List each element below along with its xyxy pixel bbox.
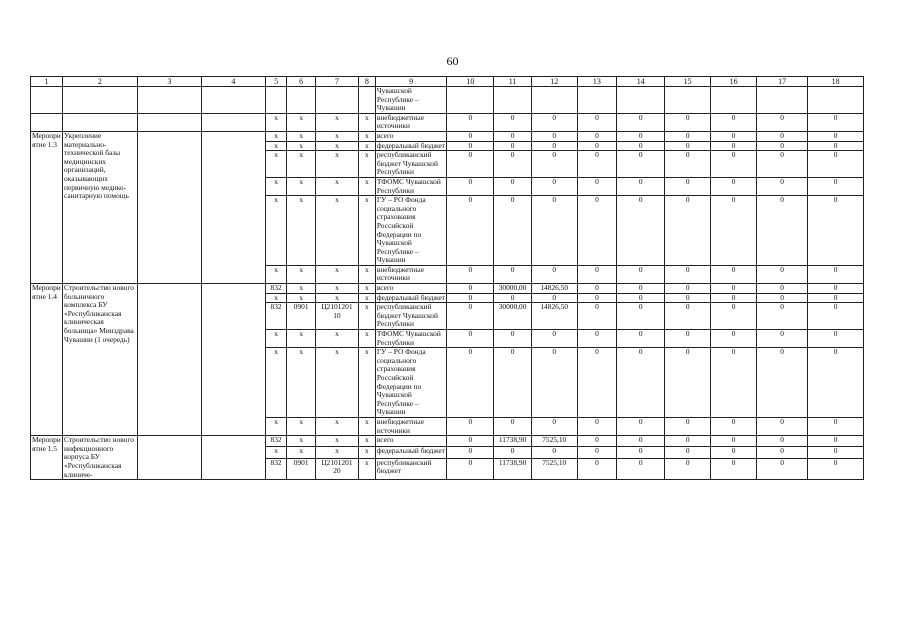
value-cell: 0 [447, 348, 494, 418]
code-cell: x [265, 417, 286, 435]
value-cell [494, 87, 531, 114]
value-cell: 0 [494, 151, 531, 178]
value-cell: 30000,00 [494, 303, 531, 330]
table-cell [137, 131, 201, 283]
value-cell: 0 [757, 265, 808, 283]
value-cell [531, 87, 577, 114]
column-header: 1 [31, 77, 63, 87]
value-cell: 7525,10 [531, 458, 577, 479]
value-cell: 0 [577, 177, 617, 195]
value-cell: 0 [665, 141, 711, 151]
code-cell: x [287, 447, 316, 458]
value-cell: 0 [447, 141, 494, 151]
value-cell: 7525,10 [531, 436, 577, 447]
code-cell: x [287, 113, 316, 131]
code-cell: x [358, 141, 375, 151]
code-cell: x [265, 151, 286, 178]
column-header: 10 [447, 77, 494, 87]
value-cell: 0 [617, 113, 665, 131]
code-cell: x [265, 113, 286, 131]
value-cell: 0 [665, 265, 711, 283]
value-cell: 11738,90 [494, 436, 531, 447]
value-cell [617, 87, 665, 114]
value-cell: 0 [711, 348, 757, 418]
source-cell: Чувашской Республике – Чувашии [375, 87, 447, 114]
value-cell: 0 [447, 284, 494, 294]
code-cell: 832 [265, 284, 286, 294]
table-row [31, 284, 864, 294]
value-cell: 0 [711, 113, 757, 131]
value-cell: 0 [577, 113, 617, 131]
value-cell: 0 [808, 151, 864, 178]
value-cell: 0 [665, 293, 711, 303]
code-cell: x [316, 177, 359, 195]
event-name: Строительство нового инфекционного корпуса БУ «Республиканская клиниче- [63, 436, 138, 480]
value-cell: 0 [447, 417, 494, 435]
code-cell: x [358, 303, 375, 330]
value-cell: 0 [617, 303, 665, 330]
value-cell: 0 [531, 177, 577, 195]
value-cell: 14826,50 [531, 303, 577, 330]
table-cell [137, 436, 201, 480]
value-cell: 0 [531, 131, 577, 141]
code-cell: x [287, 436, 316, 447]
value-cell: 0 [577, 293, 617, 303]
value-cell: 0 [711, 151, 757, 178]
table-cell [137, 284, 201, 436]
code-cell: x [358, 348, 375, 418]
code-cell: x [316, 436, 359, 447]
column-header: 15 [665, 77, 711, 87]
value-cell: 0 [447, 458, 494, 479]
value-cell [665, 87, 711, 114]
value-cell: 0 [711, 141, 757, 151]
code-cell: x [265, 131, 286, 141]
value-cell: 0 [711, 177, 757, 195]
value-cell: 0 [757, 113, 808, 131]
value-cell [447, 87, 494, 114]
code-cell: x [316, 113, 359, 131]
value-cell: 0 [711, 131, 757, 141]
value-cell: 0 [808, 436, 864, 447]
value-cell: 0 [808, 141, 864, 151]
table-cell [63, 87, 138, 114]
value-cell: 0 [447, 131, 494, 141]
value-cell: 14826,50 [531, 284, 577, 294]
value-cell: 0 [757, 458, 808, 479]
value-cell: 0 [447, 196, 494, 266]
value-cell: 0 [617, 131, 665, 141]
value-cell: 0 [447, 447, 494, 458]
column-header: 2 [63, 77, 138, 87]
value-cell: 0 [665, 458, 711, 479]
value-cell: 0 [494, 141, 531, 151]
code-cell: x [265, 330, 286, 348]
code-cell: x [316, 348, 359, 418]
code-cell: x [287, 265, 316, 283]
value-cell: 0 [531, 417, 577, 435]
code-cell: x [287, 131, 316, 141]
value-cell: 0 [494, 417, 531, 435]
value-cell: 0 [808, 348, 864, 418]
value-cell: 0 [757, 348, 808, 418]
value-cell: 0 [665, 330, 711, 348]
value-cell: 0 [808, 177, 864, 195]
value-cell [577, 87, 617, 114]
value-cell [757, 87, 808, 114]
value-cell: 0 [617, 348, 665, 418]
value-cell: 0 [808, 303, 864, 330]
value-cell: 0 [757, 417, 808, 435]
value-cell: 0 [494, 113, 531, 131]
value-cell: 0 [531, 293, 577, 303]
table-cell [201, 113, 265, 131]
code-cell: x [287, 151, 316, 178]
table-cell [201, 284, 265, 436]
code-cell: x [358, 151, 375, 178]
value-cell: 0 [617, 265, 665, 283]
table-row [31, 87, 864, 114]
code-cell: x [265, 447, 286, 458]
code-cell: x [316, 284, 359, 294]
value-cell: 0 [447, 436, 494, 447]
value-cell: 0 [494, 196, 531, 266]
column-header: 17 [757, 77, 808, 87]
value-cell [808, 87, 864, 114]
column-header: 14 [617, 77, 665, 87]
value-cell: 0 [665, 151, 711, 178]
value-cell: 0 [665, 196, 711, 266]
code-cell: x [316, 447, 359, 458]
column-header: 16 [711, 77, 757, 87]
page-number: 60 [446, 54, 459, 68]
code-cell: 832 [265, 436, 286, 447]
value-cell: 0 [531, 348, 577, 418]
code-cell: x [358, 265, 375, 283]
code-cell: x [316, 131, 359, 141]
code-cell: x [358, 417, 375, 435]
value-cell: 0 [494, 131, 531, 141]
value-cell: 0 [711, 284, 757, 294]
source-cell: всего [375, 131, 447, 141]
value-cell: 0 [808, 265, 864, 283]
value-cell: 0 [494, 447, 531, 458]
code-cell: 0901 [287, 303, 316, 330]
value-cell: 0 [808, 293, 864, 303]
value-cell: 0 [617, 458, 665, 479]
code-cell: x [287, 284, 316, 294]
value-cell: 0 [494, 177, 531, 195]
code-cell: x [316, 293, 359, 303]
table-cell [31, 113, 63, 131]
value-cell: 0 [757, 303, 808, 330]
table-cell [137, 87, 201, 114]
value-cell: 0 [808, 131, 864, 141]
code-cell: x [358, 131, 375, 141]
value-cell: 0 [577, 141, 617, 151]
value-cell: 0 [757, 330, 808, 348]
value-cell: 0 [757, 447, 808, 458]
table-row [31, 113, 864, 131]
value-cell: 0 [757, 131, 808, 141]
event-code: Мероприятие 1.3 [31, 131, 63, 283]
value-cell: 0 [531, 330, 577, 348]
value-cell: 0 [665, 348, 711, 418]
value-cell: 0 [617, 141, 665, 151]
column-header: 3 [137, 77, 201, 87]
value-cell: 0 [577, 330, 617, 348]
value-cell: 0 [447, 265, 494, 283]
header-row [31, 77, 864, 87]
column-header: 7 [316, 77, 359, 87]
code-cell: x [358, 284, 375, 294]
value-cell: 0 [447, 293, 494, 303]
code-cell: x [358, 177, 375, 195]
value-cell: 0 [808, 447, 864, 458]
code-cell: x [358, 113, 375, 131]
value-cell: 0 [494, 348, 531, 418]
table-row [31, 131, 864, 141]
table-cell [63, 113, 138, 131]
value-cell: 0 [617, 330, 665, 348]
code-cell: x [316, 196, 359, 266]
table-cell [31, 87, 63, 114]
code-cell: x [265, 348, 286, 418]
value-cell: 0 [808, 330, 864, 348]
value-cell: 0 [665, 417, 711, 435]
code-cell: x [287, 196, 316, 266]
source-cell: федеральный бюджет [375, 447, 447, 458]
value-cell: 0 [494, 330, 531, 348]
value-cell: 0 [447, 330, 494, 348]
source-cell: республиканский бюджет [375, 458, 447, 479]
code-cell: x [265, 265, 286, 283]
value-cell: 11738,90 [494, 458, 531, 479]
value-cell: 0 [617, 436, 665, 447]
table-cell [316, 87, 359, 114]
column-header: 11 [494, 77, 531, 87]
table-cell [265, 87, 286, 114]
budget-table [30, 76, 864, 480]
value-cell: 0 [577, 447, 617, 458]
value-cell: 0 [447, 113, 494, 131]
source-cell: внебюджетные источники [375, 265, 447, 283]
value-cell: 0 [711, 436, 757, 447]
value-cell: 0 [808, 284, 864, 294]
value-cell: 0 [617, 293, 665, 303]
table-cell [137, 113, 201, 131]
value-cell: 30000,00 [494, 284, 531, 294]
value-cell: 0 [665, 284, 711, 294]
code-cell: x [316, 151, 359, 178]
table-cell [287, 87, 316, 114]
value-cell: 0 [757, 141, 808, 151]
code-cell: x [358, 458, 375, 479]
code-cell: x [265, 293, 286, 303]
code-cell: x [358, 330, 375, 348]
value-cell: 0 [665, 447, 711, 458]
code-cell: Ц2101201 10 [316, 303, 359, 330]
source-cell: внебюджетные источники [375, 417, 447, 435]
value-cell: 0 [711, 458, 757, 479]
source-cell: ТФОМС Чувашской Республики [375, 330, 447, 348]
code-cell: x [287, 141, 316, 151]
value-cell: 0 [531, 265, 577, 283]
code-cell: x [316, 265, 359, 283]
value-cell: 0 [617, 417, 665, 435]
column-header: 13 [577, 77, 617, 87]
code-cell: x [358, 436, 375, 447]
event-name: Строительство нового больничного комплекса БУ «Республиканская клиническая больница» Минздрава Чувашии (1 очередь) [63, 284, 138, 436]
value-cell: 0 [665, 303, 711, 330]
value-cell: 0 [808, 196, 864, 266]
value-cell [711, 87, 757, 114]
value-cell: 0 [531, 151, 577, 178]
table-cell [201, 436, 265, 480]
value-cell: 0 [711, 447, 757, 458]
code-cell: x [316, 417, 359, 435]
value-cell: 0 [577, 196, 617, 266]
value-cell: 0 [711, 330, 757, 348]
source-cell: всего [375, 284, 447, 294]
code-cell: 832 [265, 303, 286, 330]
value-cell: 0 [617, 177, 665, 195]
source-cell: всего [375, 436, 447, 447]
value-cell: 0 [617, 447, 665, 458]
table-cell [358, 87, 375, 114]
value-cell: 0 [808, 417, 864, 435]
value-cell: 0 [577, 436, 617, 447]
value-cell: 0 [447, 303, 494, 330]
event-code: Мероприятие 1.5 [31, 436, 63, 480]
value-cell: 0 [531, 141, 577, 151]
source-cell: республиканский бюджет Чувашской Республики [375, 151, 447, 178]
value-cell: 0 [711, 265, 757, 283]
code-cell: x [287, 330, 316, 348]
value-cell: 0 [531, 447, 577, 458]
code-cell: x [316, 141, 359, 151]
table-cell [201, 87, 265, 114]
table-row [31, 436, 864, 447]
column-header: 6 [287, 77, 316, 87]
value-cell: 0 [757, 196, 808, 266]
code-cell: x [316, 330, 359, 348]
value-cell: 0 [577, 458, 617, 479]
value-cell: 0 [447, 177, 494, 195]
value-cell: 0 [577, 303, 617, 330]
value-cell: 0 [617, 284, 665, 294]
column-header: 9 [375, 77, 447, 87]
code-cell: x [287, 293, 316, 303]
source-cell: федеральный бюджет [375, 141, 447, 151]
code-cell: x [265, 196, 286, 266]
value-cell: 0 [665, 436, 711, 447]
value-cell: 0 [711, 196, 757, 266]
value-cell: 0 [531, 196, 577, 266]
value-cell: 0 [494, 265, 531, 283]
value-cell: 0 [577, 151, 617, 178]
code-cell: x [265, 141, 286, 151]
code-cell: x [287, 177, 316, 195]
column-header: 4 [201, 77, 265, 87]
source-cell: республиканский бюджет Чувашской Республики [375, 303, 447, 330]
value-cell: 0 [665, 177, 711, 195]
value-cell: 0 [757, 151, 808, 178]
value-cell: 0 [711, 293, 757, 303]
code-cell: 832 [265, 458, 286, 479]
source-cell: внебюджетные источники [375, 113, 447, 131]
value-cell: 0 [711, 303, 757, 330]
value-cell: 0 [447, 151, 494, 178]
value-cell: 0 [757, 436, 808, 447]
value-cell: 0 [665, 131, 711, 141]
value-cell: 0 [617, 196, 665, 266]
column-header: 8 [358, 77, 375, 87]
value-cell: 0 [808, 458, 864, 479]
value-cell: 0 [757, 293, 808, 303]
source-cell: ГУ – РО Фонда социального страхования Российской Федерации по Чувашской Республике – Чувашии [375, 196, 447, 266]
value-cell: 0 [711, 417, 757, 435]
source-cell: федеральный бюджет [375, 293, 447, 303]
column-header: 18 [808, 77, 864, 87]
code-cell: Ц2101201 20 [316, 458, 359, 479]
source-cell: ТФОМС Чувашской Республики [375, 177, 447, 195]
code-cell: x [358, 293, 375, 303]
value-cell: 0 [531, 113, 577, 131]
value-cell: 0 [494, 293, 531, 303]
value-cell: 0 [808, 113, 864, 131]
value-cell: 0 [577, 417, 617, 435]
value-cell: 0 [757, 177, 808, 195]
value-cell: 0 [577, 265, 617, 283]
code-cell: x [287, 348, 316, 418]
value-cell: 0 [577, 284, 617, 294]
event-name: Укрепление материально-технической базы медицинских организаций, оказывающих первичную медико-санитарную помощь [63, 131, 138, 283]
code-cell: x [265, 177, 286, 195]
value-cell: 0 [617, 151, 665, 178]
source-cell: ГУ – РО Фонда социального страхования Российской Федерации по Чувашской Республике – Чувашии [375, 348, 447, 418]
value-cell: 0 [577, 131, 617, 141]
table-cell [201, 131, 265, 283]
column-header: 5 [265, 77, 286, 87]
value-cell: 0 [757, 284, 808, 294]
code-cell: x [358, 196, 375, 266]
code-cell: x [358, 447, 375, 458]
code-cell: x [287, 417, 316, 435]
value-cell: 0 [665, 113, 711, 131]
value-cell: 0 [577, 348, 617, 418]
code-cell: 0901 [287, 458, 316, 479]
column-header: 12 [531, 77, 577, 87]
event-code: Мероприятие 1.4 [31, 284, 63, 436]
